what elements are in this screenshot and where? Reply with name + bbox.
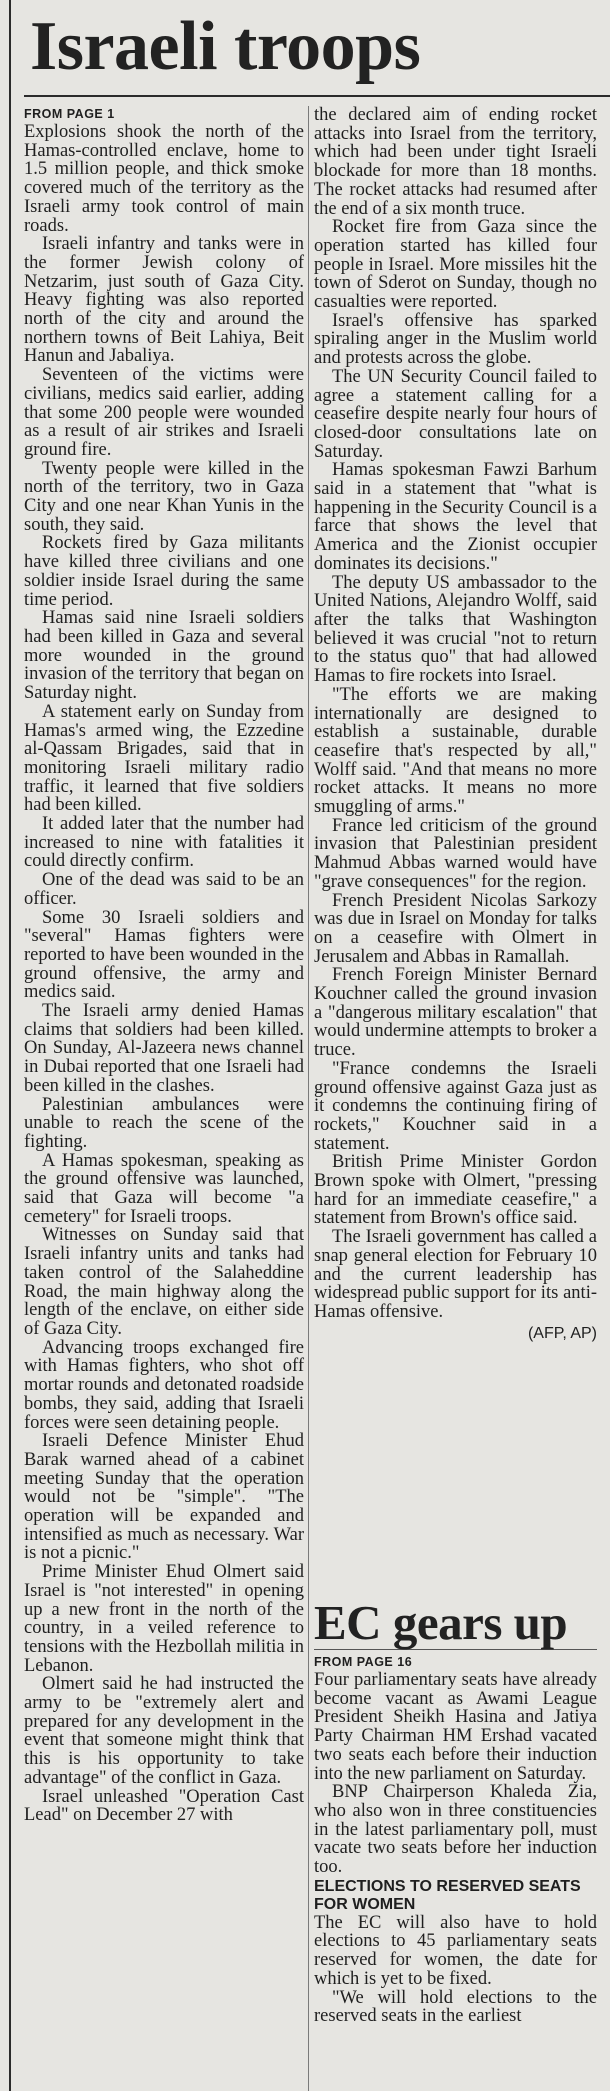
paragraph: the declared aim of ending rocket attacks into Israel from the territory, which had been under tight Israeli blockade for more than 18 months. The rocket attacks had resumed after the end of a six month truce. [314, 105, 597, 219]
paragraph: Israeli infantry and tanks were in the former Jewish colony of Netzarim, just south of Gaza City. Heavy fighting was also reported north of the city and around the northern towns of Beit Lahiya, Beit Hanun and Jabaliya. [24, 234, 304, 367]
story2-kicker: FROM PAGE 16 [314, 1655, 413, 1669]
paragraph: The Israeli government has called a snap general election for February 10 and the current leadership has widespread public support for its anti-Hamas offensive. [314, 1227, 597, 1322]
paragraph: Rockets fired by Gaza militants have killed three civilians and one soldier inside Israel during the same time period. [24, 533, 304, 610]
paragraph: Explosions shook the north of the Hamas-controlled enclave, home to 1.5 million people, and thick smoke covered much of the territory as the Israeli army took control of main roads. [24, 122, 304, 236]
paragraph: Advancing troops exchanged fire with Hamas fighters, who shot off mortar rounds and detonated roadside bombs, they said, adding that Israeli forces were seen detaining people. [24, 1337, 304, 1433]
story2-body-b [314, 1914, 597, 2026]
paragraph: It added later that the number had increased to nine with fatalities it could directly confirm. [24, 814, 304, 872]
story1-credit: (AFP, AP) [527, 1324, 597, 1342]
paragraph: Hamas spokesman Fawzi Barhum said in a statement that "what is happening in the Security Council is a farce that shows the level that America and the Zionist occupier dominates its decisions." [314, 460, 597, 574]
story1-col1-body [24, 123, 304, 1825]
paragraph: Prime Minister Ehud Olmert said Israel is "not interested" in opening up a new front in the north of the country, in a veiled reference to tensions with the Hezbollah militia in Lebanon. [24, 1562, 304, 1676]
story1-column-1 [24, 106, 304, 1825]
story2 [314, 1595, 597, 2026]
story1-kicker: FROM PAGE 1 [24, 107, 115, 121]
paragraph: The EC will also have to hold elections to 45 parliamentary seats reserved for women, the date for which is yet to be fixed. [314, 1912, 597, 1989]
story2-subhead: ELECTIONS TO RESERVED SEATS FOR WOMEN [314, 1877, 581, 1913]
paragraph: Israel unleashed "Operation Cast Lead" on December 27 with [24, 1786, 304, 1826]
paragraph: "The efforts we are making internationally are designed to establish a sustainable, durable ceasefire that's respected by all," Wolff said. "And that means no more rocket attacks. It means no more smuggling of arms." [314, 684, 597, 818]
paragraph: The UN Security Council failed to agree a statement calling for a ceasefire despite nearly four hours of closed-door consultations late on Saturday. [314, 366, 597, 462]
paragraph: Palestinian ambulances were unable to reach the scene of the fighting. [24, 1094, 304, 1152]
paragraph: French Foreign Minister Bernard Kouchner called the ground invasion a "dangerous military escalation" that would undermine attempts to broker a truce. [314, 965, 597, 1061]
paragraph: "France condemns the Israeli ground offensive against Gaza just as it condemns the continuing firing of rockets," Kouchner said in a statement. [314, 1058, 597, 1154]
paragraph: France led criticism of the ground invasion that Palestinian president Mahmud Abbas warned would have "grave consequences" for the region. [314, 815, 597, 892]
paragraph: "We will hold elections to the reserved seats in the earliest [314, 1987, 597, 2027]
paragraph: Four parliamentary seats have already become vacant as Awami League President Sheikh Hasina and Jatiya Party Chairman HM Ershad vacated two seats each before their induction into the new parliament on Saturday. [314, 1670, 597, 1784]
paragraph: Hamas said nine Israeli soldiers had been killed in Gaza and several more wounded in the ground invasion of the territory that began on Saturday night. [24, 608, 304, 704]
story1-column-2 [314, 106, 597, 1346]
paragraph: Twenty people were killed in the north of the territory, two in Gaza City and one near Khan Yunis in the south, they said. [24, 458, 304, 535]
paragraph: A statement early on Sunday from Hamas's armed wing, the Ezzedine al-Qassam Brigades, said that in monitoring Israeli military radio traffic, it learned that five soldiers had been killed. [24, 701, 304, 816]
headline-rule [24, 95, 610, 97]
paragraph: Israeli Defence Minister Ehud Barak warned ahead of a cabinet meeting Sunday that the operation would not be "simple". "The operation will be expanded and intensified as much as necessary. War is not a picnic." [24, 1431, 304, 1564]
paragraph: One of the dead was said to be an officer. [24, 870, 304, 909]
story2-body-a [314, 1671, 597, 1877]
paragraph: Some 30 Israeli soldiers and "several" Hamas fighters were reported to have been wounded in the ground offensive, the army and medics said. [24, 907, 304, 1003]
paragraph: BNP Chairperson Khaleda Zia, who also won in three constituencies in the latest parliamentary poll, must vacate two seats before her induction too. [314, 1782, 597, 1878]
paragraph: Olmert said he had instructed the army to be "extremely alert and prepared for any development in the event that someone might think that this is his opportunity to take advantage" of the conflict in Gaza. [24, 1674, 304, 1788]
story2-headline: EC gears up [314, 1595, 568, 1650]
story1-col2-body [314, 106, 597, 1322]
paragraph: Seventeen of the victims were civilians, medics said earlier, adding that some 200 people were wounded as a result of air strikes and Israeli ground fire. [24, 365, 304, 460]
paragraph: Israel's offensive has sparked spiraling anger in the Muslim world and protests across the globe. [314, 310, 597, 369]
paragraph: The Israeli army denied Hamas claims that soldiers had been killed. On Sunday, Al-Jazeera news channel in Dubai reported that one Israeli had been killed in the clashes. [24, 1001, 304, 1096]
paragraph: A Hamas spokesman, speaking as the ground offensive was launched, said that Gaza will become "a cemetery" for Israeli troops. [24, 1150, 304, 1227]
headline: Israeli troops [30, 8, 421, 85]
left-margin-rule [9, 0, 11, 2091]
column-rule [308, 106, 309, 2091]
paragraph: The deputy US ambassador to the United Nations, Alejandro Wolff, said after the talks that Washington believed it was crucial "not to return to the status quo" that had allowed Hamas to fire rockets into Israel. [314, 572, 597, 687]
paragraph: French President Nicolas Sarkozy was due in Israel on Monday for talks on a ceasefire with Olmert in Jerusalem and Abbas in Ramallah. [314, 890, 597, 967]
paragraph: Rocket fire from Gaza since the operation started has killed four people in Israel. More missiles hit the town of Sderot on Sunday, though no casualties were reported. [314, 217, 597, 313]
paragraph: British Prime Minister Gordon Brown spoke with Olmert, "pressing hard for an immediate ceasefire," a statement from Brown's office said. [314, 1152, 597, 1229]
paragraph: Witnesses on Sunday said that Israeli infantry units and tanks had taken control of the Salaheddine Road, the main highway along the length of the enclave, on either side of Gaza City. [24, 1225, 304, 1339]
